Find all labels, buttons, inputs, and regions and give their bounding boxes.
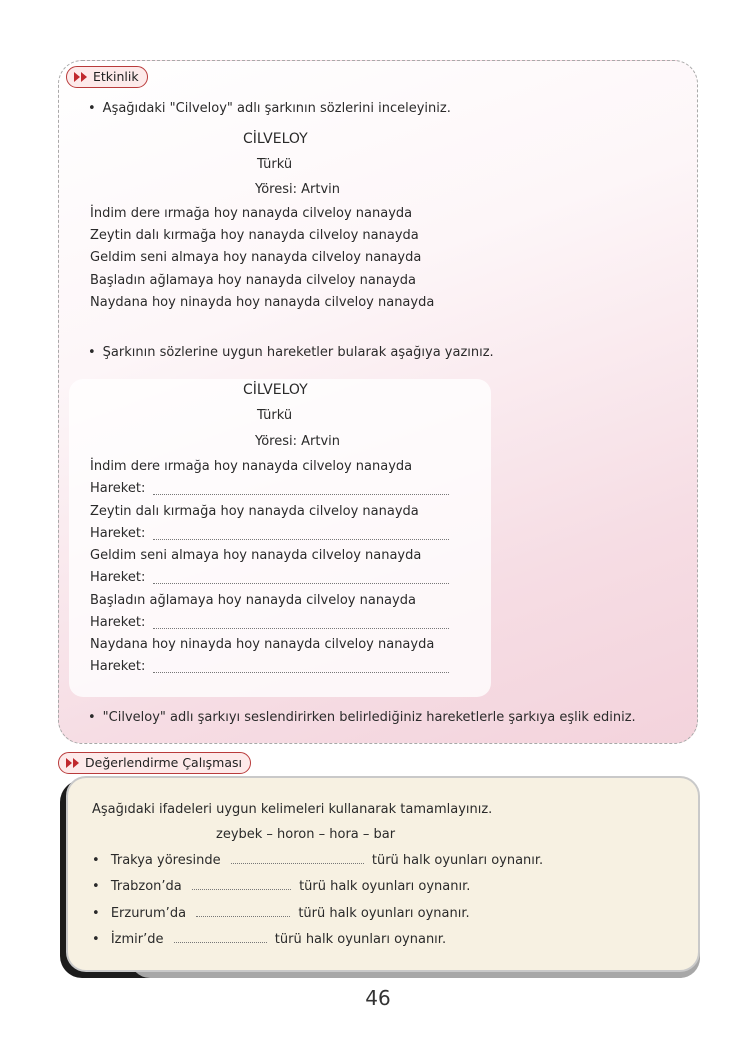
lyric-line: Başladın ağlamaya hoy nanayda cilveloy nanayda [90,273,416,288]
song-genre: Türkü [257,157,293,172]
double-arrow-icon [73,71,89,83]
blank-line[interactable] [231,863,364,864]
blank-line[interactable] [192,889,291,890]
song-genre: Türkü [257,408,293,423]
fill-blank-item: • Trakya yöresinde türü halk oyunları oynanır. [92,853,543,868]
song-title: CİLVELOY [243,131,308,147]
movement-label: Hareket: [90,615,146,630]
song-region: Yöresi: Artvin [255,182,341,197]
lyric-line: Naydana hoy ninayda hoy nanayda cilveloy nanayda [90,637,435,652]
lyric-line: İndim dere ırmağa hoy nanayda cilveloy nanayda [90,206,413,221]
fill-blank-item: • İzmir’de türü halk oyunları oynanır. [92,932,446,947]
evaluation-tag-label: Değerlendirme Çalışması [85,755,243,770]
blank-line[interactable] [174,942,267,943]
lyric-line: Naydana hoy ninayda hoy nanayda cilveloy nanayda [90,295,435,310]
double-arrow-icon [65,757,81,769]
lyric-line: Zeytin dalı kırmağa hoy nanayda cilveloy nanayda [90,228,419,243]
song-title: CİLVELOY [243,382,308,398]
lyric-line: Geldim seni almaya hoy nanayda cilveloy nanayda [90,548,422,563]
fill-blank-item: • Erzurum’da türü halk oyunları oynanır. [92,906,470,921]
evaluation-tag [58,752,251,774]
movement-answer-line[interactable] [153,582,449,584]
instruction-read: • Aşağıdaki "Cilveloy" adlı şarkının sözlerini inceleyiniz. [88,101,451,116]
fill-blank-item: • Trabzon’da türü halk oyunları oynanır. [92,879,470,894]
lyric-line: İndim dere ırmağa hoy nanayda cilveloy nanayda [90,459,413,474]
movement-answer-line[interactable] [153,671,449,673]
evaluation-instruction: Aşağıdaki ifadeleri uygun kelimeleri kullanarak tamamlayınız. [92,802,493,817]
lyric-line: Geldim seni almaya hoy nanayda cilveloy nanayda [90,250,422,265]
activity-tag [66,66,148,88]
word-bank: zeybek – horon – hora – bar [216,827,396,842]
page-number: 46 [365,986,391,1010]
lyric-line: Başladın ağlamaya hoy nanayda cilveloy nanayda [90,593,416,608]
movement-label: Hareket: [90,659,146,674]
movement-label: Hareket: [90,526,146,541]
movement-answer-line[interactable] [153,493,449,495]
blank-line[interactable] [196,916,290,917]
movement-answer-line[interactable] [153,627,449,629]
movement-label: Hareket: [90,570,146,585]
song-region: Yöresi: Artvin [255,434,341,449]
instruction-accompany: • "Cilveloy" adlı şarkıyı seslendirirken belirlediğiniz hareketlerle şarkıya eşlik ediniz. [88,710,636,725]
movement-answer-line[interactable] [153,538,449,540]
instruction-movements: • Şarkının sözlerine uygun hareketler bularak aşağıya yazınız. [88,345,494,360]
movement-label: Hareket: [90,481,146,496]
activity-tag-label: Etkinlik [93,69,139,84]
lyric-line: Zeytin dalı kırmağa hoy nanayda cilveloy nanayda [90,504,419,519]
